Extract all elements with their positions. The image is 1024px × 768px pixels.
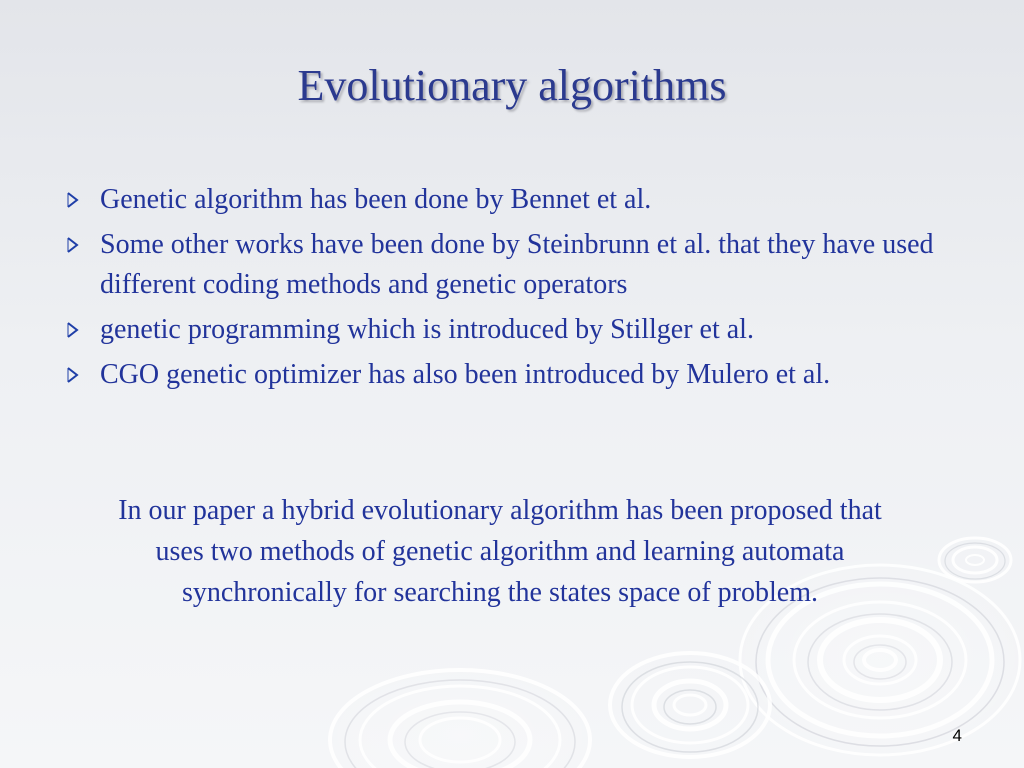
arrow-bullet-icon <box>64 191 82 209</box>
bullet-item <box>64 180 964 220</box>
bullet-text: Some other works have been done by Steinbrunn et al. that they have used different coding methods and genetic operators <box>100 229 934 300</box>
arrow-bullet-icon <box>64 366 82 384</box>
bullet-item <box>64 225 964 305</box>
bullet-text: Genetic algorithm has been done by Bennet et al. <box>100 184 652 215</box>
arrow-bullet-icon <box>64 321 82 339</box>
arrow-bullet-icon <box>64 236 82 254</box>
bullet-list <box>64 180 964 400</box>
bullet-item <box>64 310 964 350</box>
slide-number: 4 <box>952 726 962 745</box>
bullet-text: CGO genetic optimizer has also been introduced by Mulero et al. <box>100 359 831 390</box>
summary-paragraph: In our paper a hybrid evolutionary algorithm has been proposed that uses two methods of genetic algorithm and learning automata synchronically for searching the states space of problem. <box>118 495 882 608</box>
bullet-item <box>64 355 964 395</box>
slide-title: Evolutionary algorithms <box>297 61 727 110</box>
bullet-text: genetic programming which is introduced by Stillger et al. <box>100 314 754 345</box>
